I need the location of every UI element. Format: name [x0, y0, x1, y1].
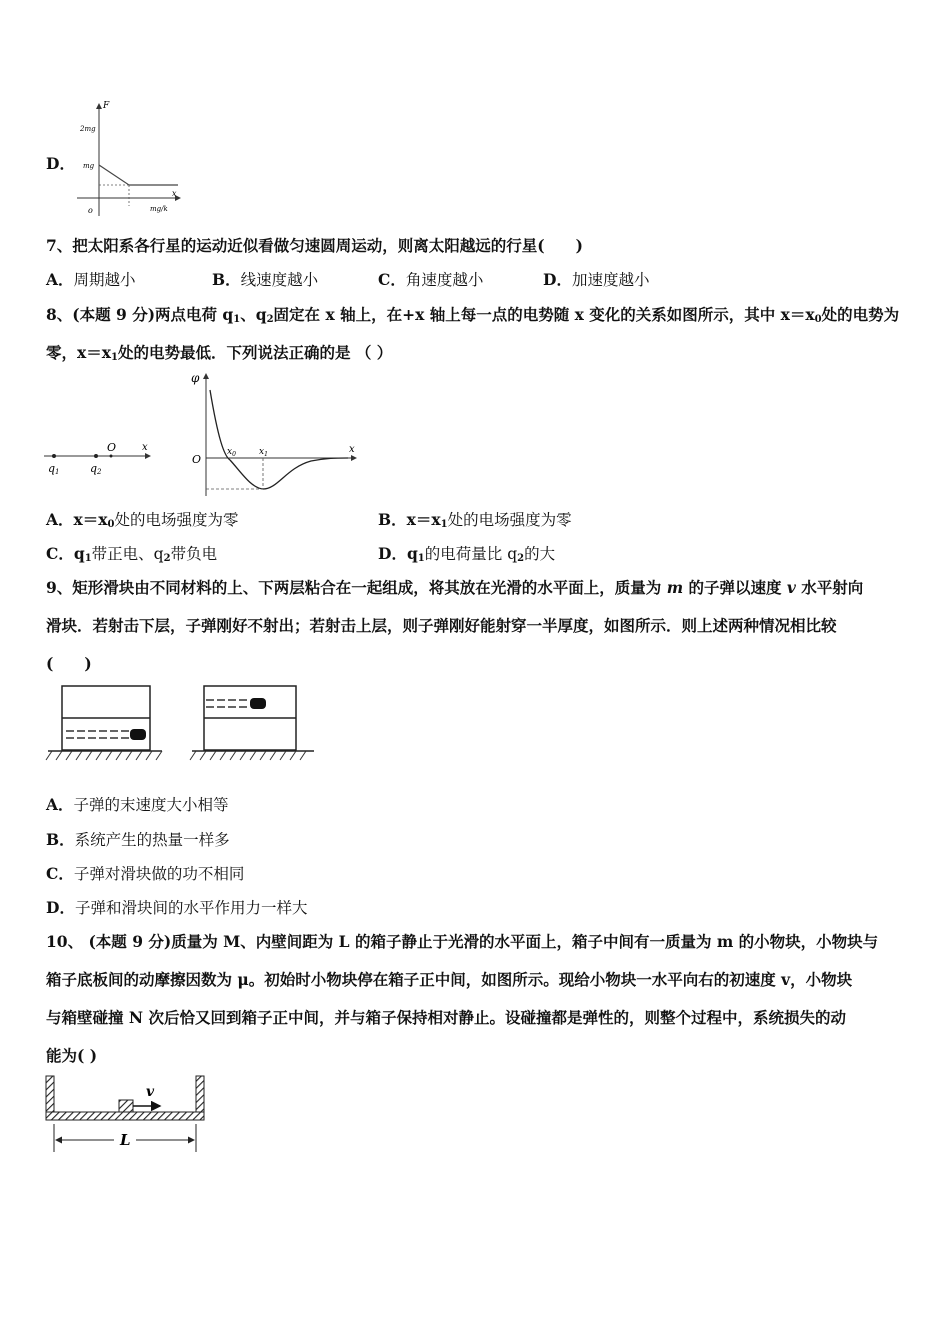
q9-block-lower-shot: [62, 686, 150, 750]
q8-label-x0: $x_0$: [227, 447, 236, 458]
q10-stem-line2: 箱子底板间的动摩擦因数为 μ。初始时小物块停在箱子正中间，如图所示。现给小物块一水平向右的初速度 v，小物块: [46, 970, 853, 989]
q8-stem-line1: 8、(本题 9 分)两点电荷 $q_1$、$q_2$固定在 x 轴上，在+x 轴上每一点的电势随 x 变化的关系如图所示，其中 $x=x_0$处的电势为: [46, 305, 900, 325]
q10-stem-line4: 能为( ): [46, 1046, 98, 1065]
q7-stem: 7、把太阳系各行星的运动近似看做匀速圆周运动，则离太阳越远的行星( ): [46, 236, 583, 255]
q7-option-b[interactable]: B．线速度越小: [212, 270, 319, 289]
q10-stem-line3: 与箱壁碰撞 N 次后恰又回到箱子正中间，并与箱子保持相对静止。设碰撞都是弹性的，则整个过程中，系统损失的动: [46, 1008, 846, 1027]
q6-tick-2mg: 2mg: [80, 125, 96, 133]
q8-charge-q1: [52, 454, 56, 458]
q9-block-upper-shot: [204, 686, 296, 750]
q10-small-block: [119, 1100, 133, 1112]
q9-blocks-figure: [44, 682, 319, 764]
q8-option-a[interactable]: A．$x=x_0$处的电场强度为零: [46, 510, 239, 530]
q6-tick-mgk: mg/k: [150, 205, 168, 213]
q10-stem-line1: 10、 (本题 9 分)质量为 M、内壁间距为 L 的箱子静止于光滑的水平面上，箱子中间有一质量为 m 的小物块，小物块与: [46, 932, 879, 951]
q6-origin: o: [88, 206, 93, 215]
q8-label-origin: O: [192, 453, 202, 466]
q9-option-a[interactable]: A．子弹的末速度大小相等: [46, 795, 229, 814]
q8-stem-line2: 零，$x=x_1$处的电势最低．下列说法正确的是 （ ）: [46, 343, 393, 363]
q8-charge-q2: [94, 454, 98, 458]
q8-charges-figure: [40, 438, 160, 478]
q6-slope-line: [99, 165, 129, 185]
q8-label-q2: q2: [90, 462, 102, 476]
q6-label-F: F: [103, 101, 110, 111]
q9-bullet-upper: [250, 698, 266, 709]
q8-option-b[interactable]: B．$x=x_1$处的电场强度为零: [378, 510, 572, 530]
q8-label-q1: q1: [48, 462, 60, 476]
q8-label-o: O: [107, 441, 117, 454]
q8-potential-graph: [186, 368, 361, 500]
q6-option-d-label: D．: [46, 154, 75, 173]
q6-tick-mg: mg: [83, 162, 95, 170]
q8-option-d[interactable]: D．$q_1$的电荷量比 $q_2$的大: [378, 544, 556, 564]
q9-bullet-lower: [130, 729, 146, 740]
q9-stem-line3: ( ): [46, 654, 92, 673]
q8-option-c[interactable]: C．$q_1$带正电、$q_2$带负电: [46, 544, 218, 564]
q10-label-v: v: [146, 1084, 155, 1100]
q6-force-graph: [72, 98, 187, 220]
q6-option-d[interactable]: [46, 154, 75, 174]
q7-option-d[interactable]: D．加速度越小: [543, 270, 650, 289]
q7-option-a[interactable]: A．周期越小: [46, 270, 136, 289]
q8-label-x-right: x: [349, 444, 355, 455]
q9-stem-line1: 9、矩形滑块由不同材料的上、下两层粘合在一起组成，将其放在光滑的水平面上，质量为 m 的子弹以速度 v 水平射向: [46, 578, 864, 597]
q9-option-c[interactable]: C．子弹对滑块做的功不相同: [46, 864, 245, 883]
q6-label-x: x: [172, 189, 177, 198]
q7-option-c[interactable]: C．角速度越小: [378, 270, 484, 289]
q10-label-L: L: [120, 1131, 131, 1149]
q8-label-phi: φ: [191, 371, 200, 385]
q8-label-x1: $x_1$: [259, 447, 268, 458]
q8-point-o: [110, 455, 113, 458]
q8-potential-curve: [210, 390, 348, 489]
q9-stem-line2: 滑块．若射击下层，子弹刚好不射出；若射击上层，则子弹刚好能射穿一半厚度，如图所示．则上述两种情况相比较: [46, 616, 837, 635]
q10-box-figure: [42, 1072, 212, 1154]
q9-option-d[interactable]: D．子弹和滑块间的水平作用力一样大: [46, 898, 308, 917]
q10-floor: [46, 1112, 204, 1120]
q9-option-b[interactable]: B．系统产生的热量一样多: [46, 830, 230, 849]
q8-label-x-left: x: [142, 442, 148, 453]
